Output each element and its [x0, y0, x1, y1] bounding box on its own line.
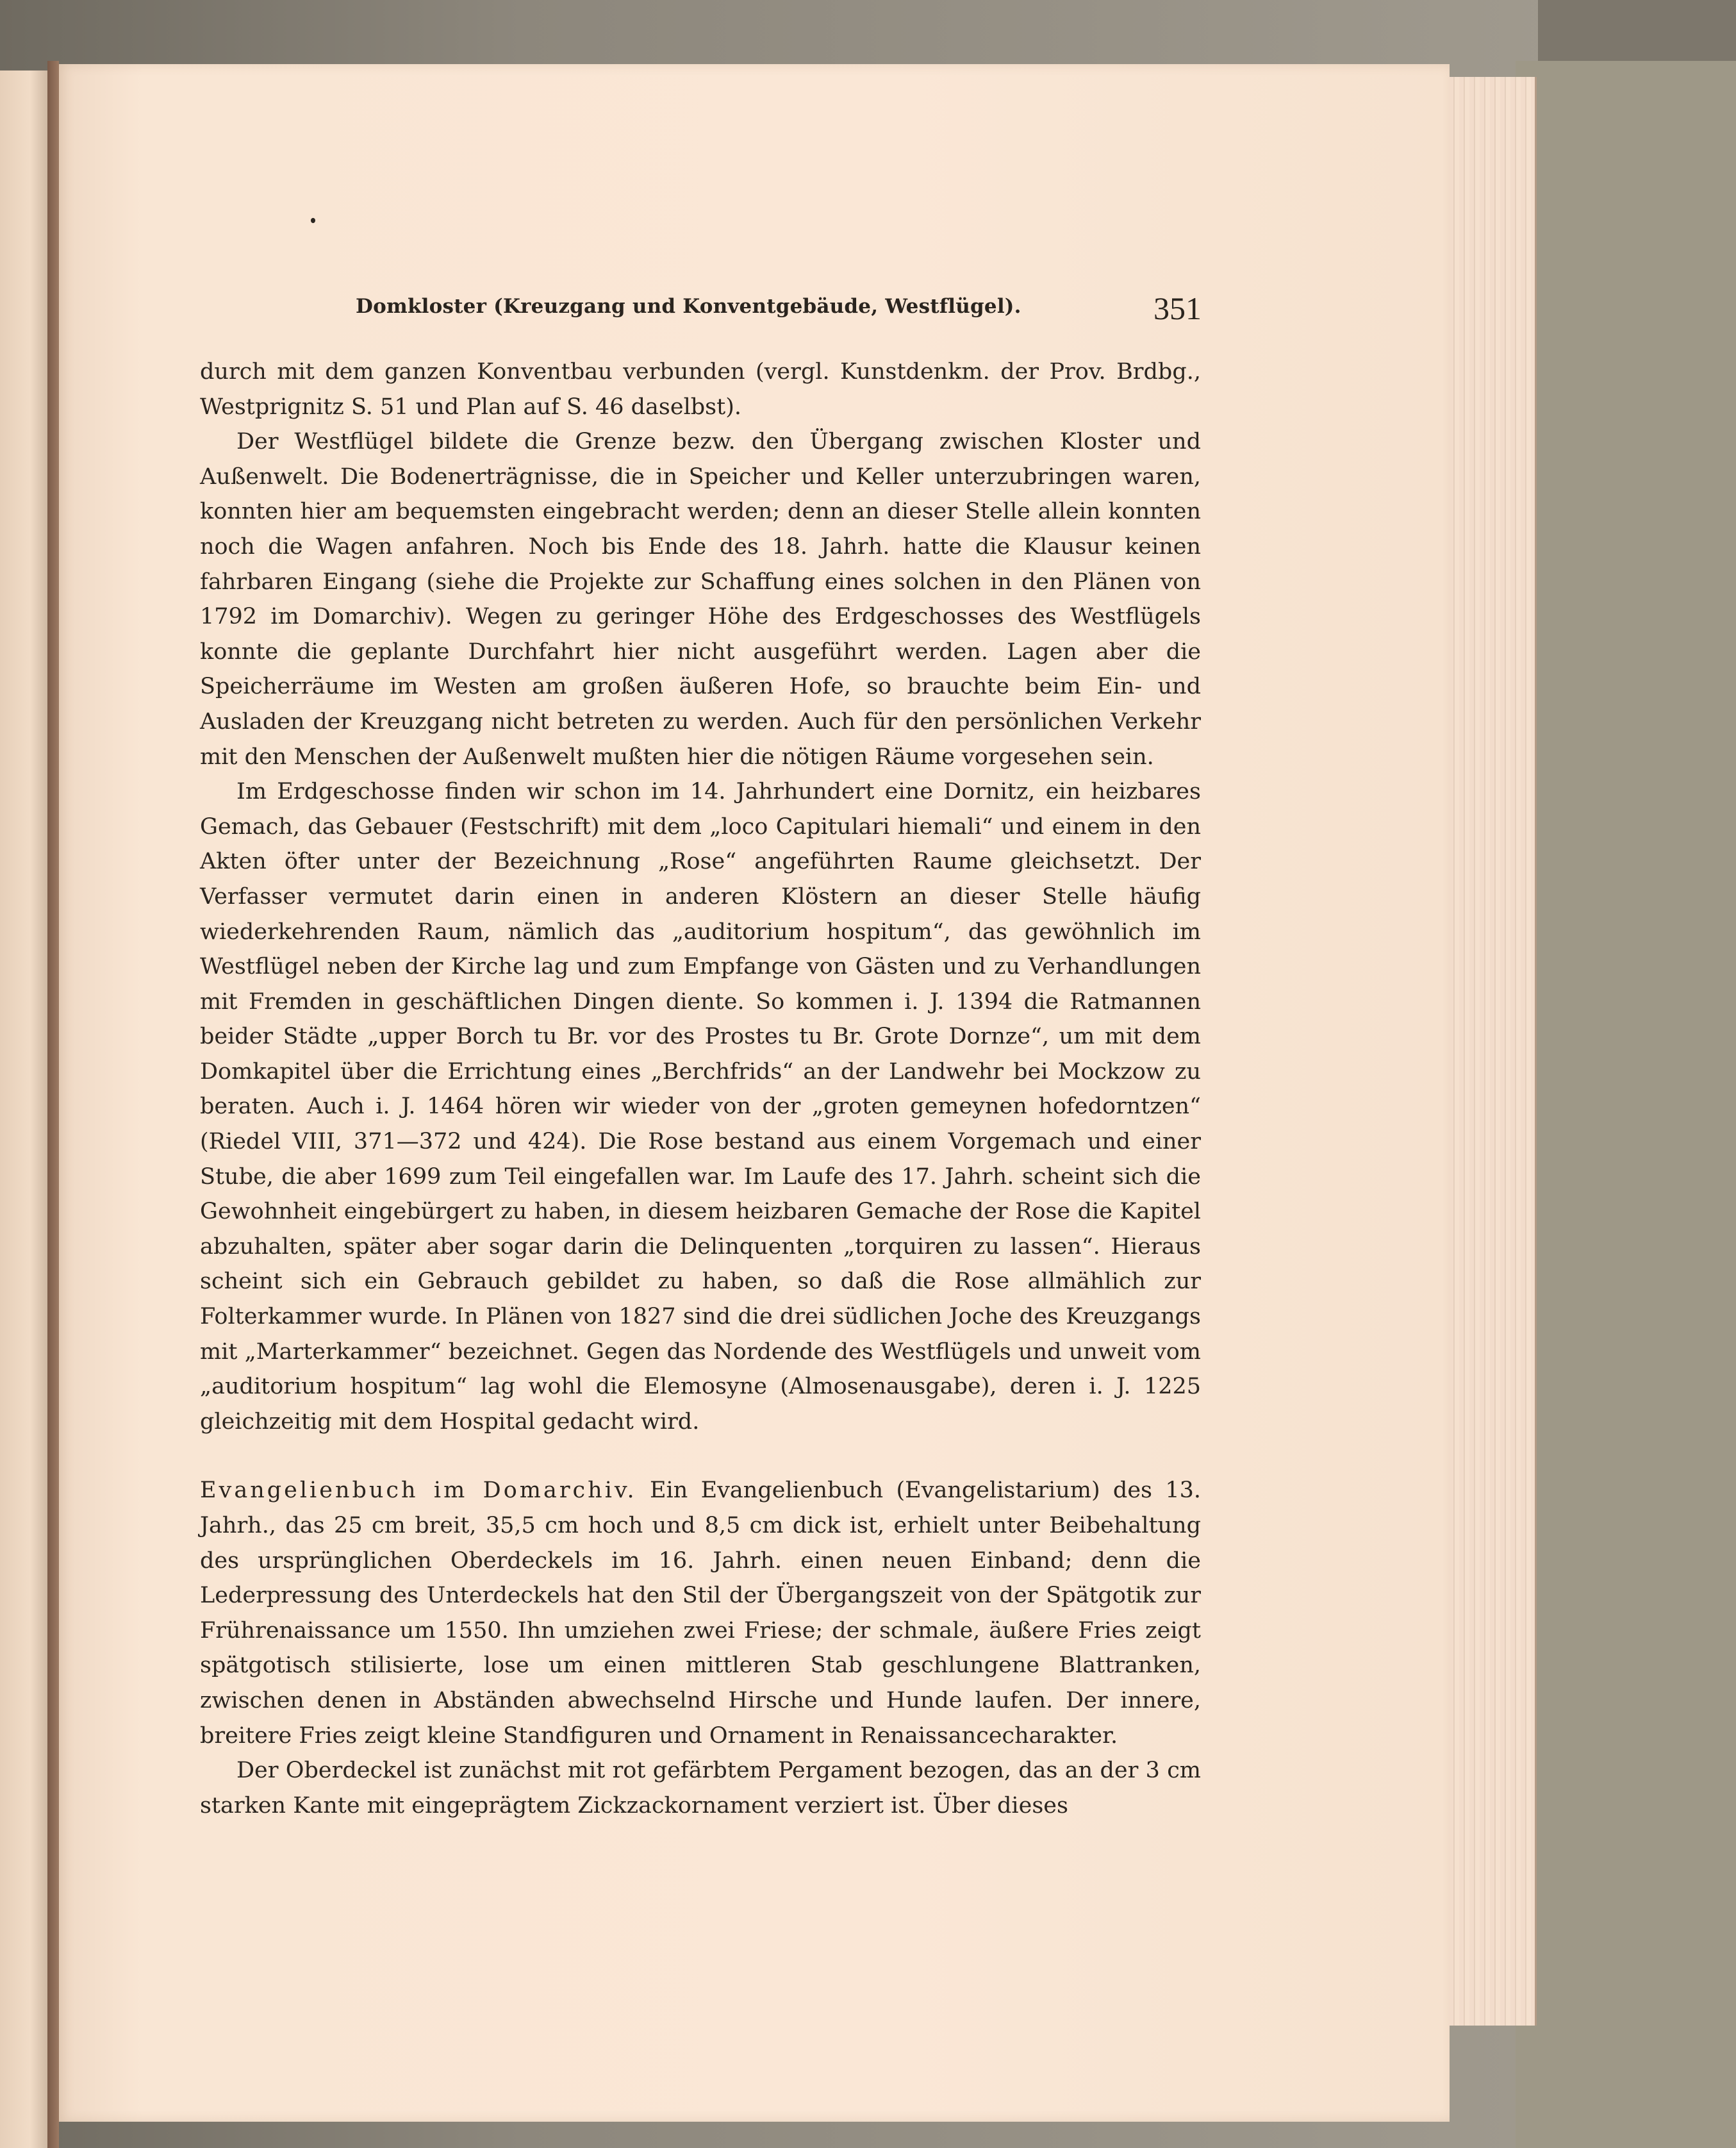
paragraph — [200, 1473, 1201, 1753]
section-heading: Evangelienbuch im Domarchiv. — [200, 1478, 637, 1504]
paragraph: Der Oberdeckel ist zunächst mit rot gefärbtem Pergament bezogen, das an der 3 cm starken Kante mit eingeprägtem Zickzackornament verziert ist. Über dieses — [200, 1758, 1201, 1819]
book-cover-board — [1516, 61, 1736, 2148]
book-spine-edge — [47, 61, 59, 2148]
page-fore-edge — [1439, 77, 1537, 2026]
paragraph: Der Westflügel bildete die Grenze bezw. den Übergang zwischen Kloster und Außenwelt. Die Bodenerträgnisse, die in Speicher und Keller unterzubringen waren, konnten hier am bequemsten eingebracht werden; denn an dieser Stelle allein konnten noch die Wagen anfahren. Noch bis Ende des 18. Jahrh. hatte die Klausur keinen fahrbaren Eingang (siehe die Projekte zur Schaffung eines solchen in den Plänen von 1792 im Domarchiv). Wegen zu geringer Höhe des Erdgeschosses des Westflügels konnte die geplante Durchfahrt hier nicht ausgeführt werden. Lagen aber die Speicherräume im Westen am großen äußeren Hofe, so brauchte beim Ein- und Ausladen der Kreuzgang nicht betreten zu werden. Auch für den persönlichen Verkehr mit den Menschen der Außenwelt mußten hier die nötigen Räume vorgesehen sein. — [200, 429, 1201, 770]
ink-dot — [311, 218, 315, 223]
section-gap — [200, 1439, 1201, 1473]
page-number: 351 — [1153, 290, 1202, 326]
paragraph: Im Erdgeschosse finden wir schon im 14. Jahrhundert eine Dornitz, ein heizbares Gemach, das Gebauer (Festschrift) mit dem „loco Capitulari hiemali“ und einem in den Akten öfter unter der Bezeichnung „Rose“ angeführten Raume gleichsetzt. Der Verfasser vermutet darin einen in anderen Klöstern an dieser Stelle häufig wiederkehrenden Raum, nämlich das „auditorium hospitum“, das gewöhnlich im Westflügel neben der Kirche lag und zum Empfange von Gästen und zu Verhandlungen mit Fremden in geschäftlichen Dingen diente. So kommen i. J. 1394 die Ratmannen beider Städte „upper Borch tu Br. vor des Prostes tu Br. Grote Dornze“, um mit dem Domkapitel über die Errichtung eines „Berchfrids“ an der Landwehr bei Mockzow zu beraten. Auch i. J. 1464 hören wir wieder von der „groten gemeynen hofedorntzen“ (Riedel VIII, 371—372 und 424). Die Rose bestand aus einem Vorgemach und einer Stube, die aber 1699 zum Teil eingefallen war. Im Laufe des 17. Jahrh. scheint sich die Gewohnheit eingebürgert zu haben, in diesem heizbaren Gemache der Rose die Kapitel abzuhalten, später aber sogar darin die Delinquenten „torquiren zu lassen“. Hieraus scheint sich ein Gebrauch gebildet zu haben, so daß die Rose allmählich zur Folterkammer wurde. In Plänen von 1827 sind die drei südlichen Joche des Kreuzgangs mit „Marterkammer“ bezeichnet. Gegen das Nordende des Westflügels und unweit vom „auditorium hospitum“ lag wohl die Elemosyne (Almosenausgabe), deren i. J. 1225 gleichzeitig mit dem Hospital gedacht wird. — [200, 779, 1201, 1435]
book-cover-top — [1538, 0, 1736, 64]
running-head: Domkloster (Kreuzgang und Konventgebäude, Westflügel). — [356, 295, 1021, 318]
paragraph: durch mit dem ganzen Konventbau verbunden (vergl. Kunstdenkm. der Prov. Brdbg., Westprignitz S. 51 und Plan auf S. 46 daselbst). — [200, 359, 1201, 420]
body-text — [200, 354, 1201, 1823]
left-page-edge — [0, 71, 53, 2148]
paragraph-text: Ein Evangelienbuch (Evangelistarium) des 13. Jahrh., das 25 cm breit, 35,5 cm hoch und 8,5 cm dick ist, erhielt unter Beibehaltung des ursprünglichen Oberdeckels im 16. Jahrh. einen neuen Einband; denn die Lederpressung des Unterdeckels hat den Stil der Übergangszeit von der Spätgotik zur Frührenaissance um 1550. Ihn umziehen zwei Friese; der schmale, äußere Fries zeigt spätgotisch stilisierte, lose um einen mittleren Stab geschlungene Blattranken, zwischen denen in Abständen abwechselnd Hirsche und Hunde laufen. Der innere, breitere Fries zeigt kleine Standfiguren und Ornament in Renaissancecharakter. — [200, 1478, 1202, 1749]
